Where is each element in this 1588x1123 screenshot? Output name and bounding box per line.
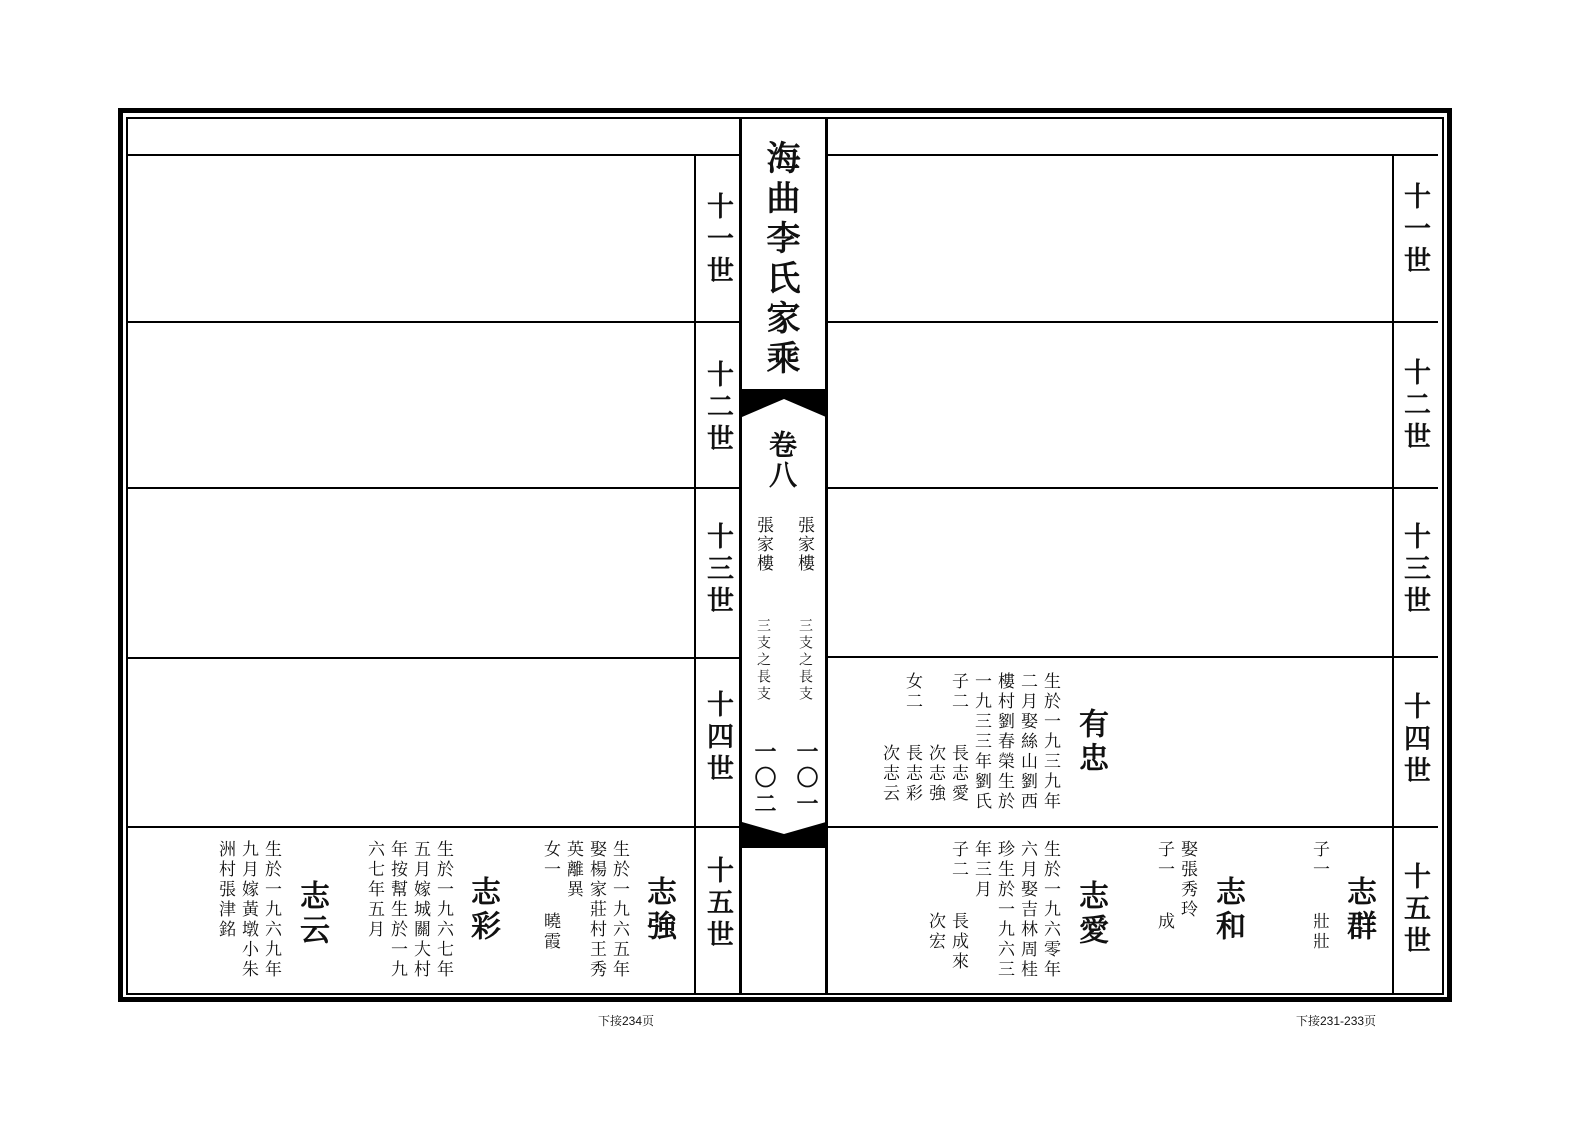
person-detail: 六七年五月 — [364, 840, 384, 940]
person-name: 有忠 — [1073, 708, 1108, 776]
person-detail: 九月嫁黃墩小朱 — [238, 840, 258, 980]
left-header-line — [128, 154, 740, 156]
person-detail: 二月娶絲山劉西 — [1017, 672, 1037, 812]
person-detail: 樓村劉春榮生於 — [994, 672, 1014, 812]
left-generation-12: 十二世 — [702, 360, 733, 456]
book-title: 海曲李氏家乘 — [760, 140, 800, 380]
right-generation-15: 十五世 — [1399, 862, 1430, 958]
person-detail: 次宏 — [925, 912, 945, 952]
right-generation-14: 十四世 — [1399, 692, 1430, 788]
spine-band-bottom — [742, 842, 826, 848]
person-detail: 女一 — [540, 840, 560, 880]
right-generation-12: 十二世 — [1399, 358, 1430, 454]
person-detail: 長志愛 — [948, 744, 968, 804]
person-detail: 壯壯 — [1309, 912, 1329, 952]
person-detail: 長成來 — [948, 912, 968, 972]
person-detail: 年三月 — [971, 840, 991, 900]
branch-right: 張家樓 — [794, 516, 814, 573]
person-detail: 生於一九六零年 — [1040, 840, 1060, 980]
person-name: 志彩 — [465, 876, 500, 944]
person-detail: 娶張秀玲 — [1177, 840, 1197, 920]
left-footer-continuation: 下接234页 — [598, 1014, 655, 1028]
person-detail: 長志彩 — [902, 744, 922, 804]
person-detail: 子二 — [948, 672, 968, 712]
spine-fishtail-bottom — [742, 822, 826, 842]
person-detail: 英離異 — [563, 840, 583, 900]
right-row-line — [826, 826, 1438, 828]
person-detail: 女二 — [902, 672, 922, 712]
person-name: 志和 — [1210, 876, 1245, 944]
right-header-line — [826, 154, 1438, 156]
person-detail: 子一 — [1154, 840, 1174, 880]
person-detail: 次志云 — [879, 744, 899, 804]
right-generation-11: 十一世 — [1399, 182, 1430, 278]
person-detail: 六月娶吉林周桂 — [1017, 840, 1037, 980]
person-detail: 一九三三年劉氏 — [971, 672, 991, 812]
person-detail: 生於一九三九年 — [1040, 672, 1060, 812]
left-row-line — [128, 657, 740, 659]
left-generation-column-line — [694, 154, 696, 993]
left-generation-13: 十三世 — [702, 522, 733, 618]
left-row-line — [128, 321, 740, 323]
person-detail: 子二 — [948, 840, 968, 880]
person-detail: 五月嫁城關大村 — [410, 840, 430, 980]
left-row-line — [128, 826, 740, 828]
spine-left-line — [739, 117, 742, 995]
person-detail: 生於一九六九年 — [261, 840, 281, 980]
left-generation-14: 十四世 — [702, 690, 733, 786]
person-detail: 珍生於一九六三 — [994, 840, 1014, 980]
page-number-left: 一〇二 — [751, 740, 777, 818]
left-generation-11: 十一世 — [702, 192, 733, 288]
left-row-line — [128, 487, 740, 489]
left-generation-15: 十五世 — [702, 856, 733, 952]
person-detail: 生於一九六七年 — [433, 840, 453, 980]
person-detail: 生於一九六五年 — [609, 840, 629, 980]
person-name: 志云 — [294, 880, 329, 948]
right-generation-column-line — [1392, 154, 1394, 993]
person-name: 志強 — [641, 876, 676, 944]
spine-right-line — [825, 117, 828, 995]
person-detail: 子一 — [1309, 840, 1329, 880]
sub-branch-right: 三支之長支 — [797, 618, 813, 703]
volume-label: 卷八 — [765, 430, 798, 490]
right-row-line — [826, 487, 1438, 489]
sub-branch-left: 三支之長支 — [755, 618, 771, 703]
person-name: 志群 — [1341, 876, 1376, 944]
person-detail: 年按幫生於一九 — [387, 840, 407, 980]
right-row-line — [826, 321, 1438, 323]
right-generation-13: 十三世 — [1399, 522, 1430, 618]
person-detail: 曉霞 — [540, 912, 560, 952]
person-detail: 洲村張津銘 — [215, 840, 235, 940]
person-detail: 娶楊家莊村王秀 — [586, 840, 606, 980]
person-name: 志愛 — [1073, 880, 1108, 948]
right-row-line — [826, 656, 1438, 658]
page-number-right: 一〇一 — [793, 740, 819, 818]
branch-left: 張家樓 — [753, 516, 773, 573]
person-detail: 次志強 — [925, 744, 945, 804]
person-detail: 成 — [1154, 912, 1174, 932]
right-footer-continuation: 下接231-233页 — [1296, 1014, 1377, 1028]
spine-fishtail-top — [742, 395, 826, 417]
